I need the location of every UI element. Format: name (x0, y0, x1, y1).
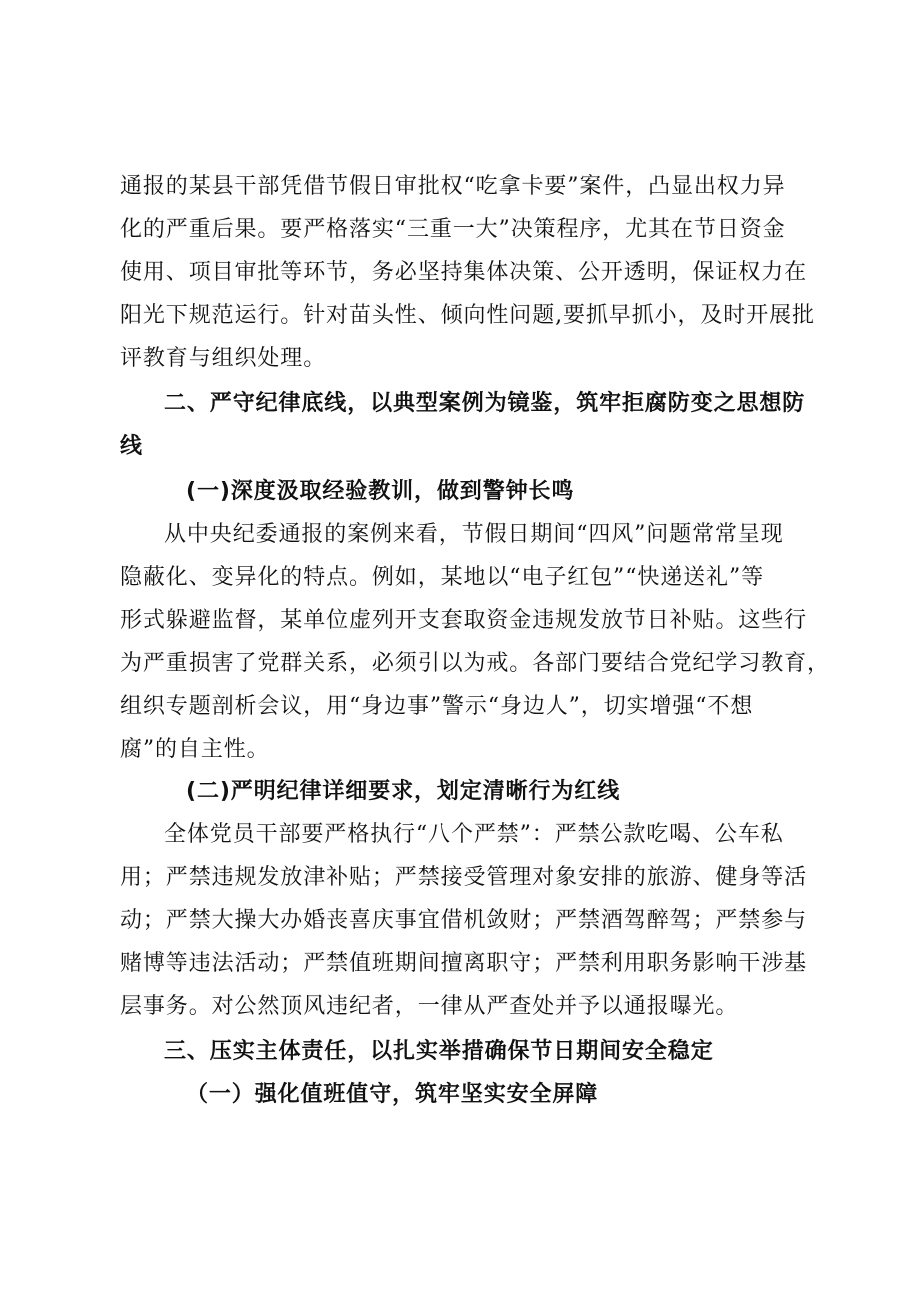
subsection-heading: (二)严明纪律详细要求，划定清晰行为红线 (186, 779, 621, 804)
section-heading: 二、严守纪律底线，以典型案例为镜鉴，筑牢拒腐防变之思想防 (164, 391, 806, 416)
paragraph-line: 化的严重后果。要严格落实“三重一大”决策程序，尤其在节日资金 (120, 217, 786, 242)
paragraph-line: 从中央纪委通报的案例来看，节假日期间“四风”问题常常呈现 (164, 522, 784, 547)
paragraph-line: 阳光下规范运行。针对苗头性、倾向性问题,要抓早抓小，及时开展批 (120, 303, 815, 328)
section-heading: 线 (120, 434, 143, 459)
paragraph-line: 评教育与组织处理。 (120, 346, 327, 371)
subsection-heading: （一）强化值班值守，筑牢坚实安全屏障 (186, 1082, 599, 1107)
paragraph-line: 腐”的自主性。 (120, 737, 270, 762)
paragraph-line: 动；严禁大操大办婚丧喜庆事宜借机敛财；严禁酒驾醉驾；严禁参与 (120, 908, 808, 933)
paragraph-line: 组织专题剖析会议，用“身边事”警示“身边人”，切实增强“不想 (120, 694, 754, 719)
paragraph-line: 使用、项目审批等环节，务必坚持集体决策、公开透明，保证权力在 (120, 260, 808, 285)
paragraph-line: 为严重损害了党群关系，必须引以为戒。各部门要结合党纪学习教育， (120, 651, 830, 676)
paragraph-line: 隐蔽化、变异化的特点。例如，某地以“电子红包”“快递送礼”等 (120, 565, 764, 590)
paragraph-line: 全体党员干部要严格执行“八个严禁”：严禁公款吃喝、公车私 (164, 822, 784, 847)
subsection-heading: (一)深度汲取经验教训，做到警钟长鸣 (186, 479, 575, 504)
paragraph-line: 层事务。对公然顶风违纪者，一律从严查处并予以通报曝光。 (120, 994, 739, 1019)
paragraph-line: 形式躲避监督，某单位虚列开支套取资金违规发放节日补贴。这些行 (120, 608, 808, 633)
paragraph-line: 赌博等违法活动；严禁值班期间擅离职守；严禁利用职务影响干涉基 (120, 951, 808, 976)
paragraph-line: 用；严禁违规发放津补贴；严禁接受管理对象安排的旅游、健身等活 (120, 865, 808, 890)
section-heading: 三、压实主体责任，以扎实举措确保节日期间安全稳定 (164, 1039, 714, 1064)
paragraph-line: 通报的某县干部凭借节假日审批权“吃拿卡要”案件，凸显出权力异 (120, 174, 786, 199)
